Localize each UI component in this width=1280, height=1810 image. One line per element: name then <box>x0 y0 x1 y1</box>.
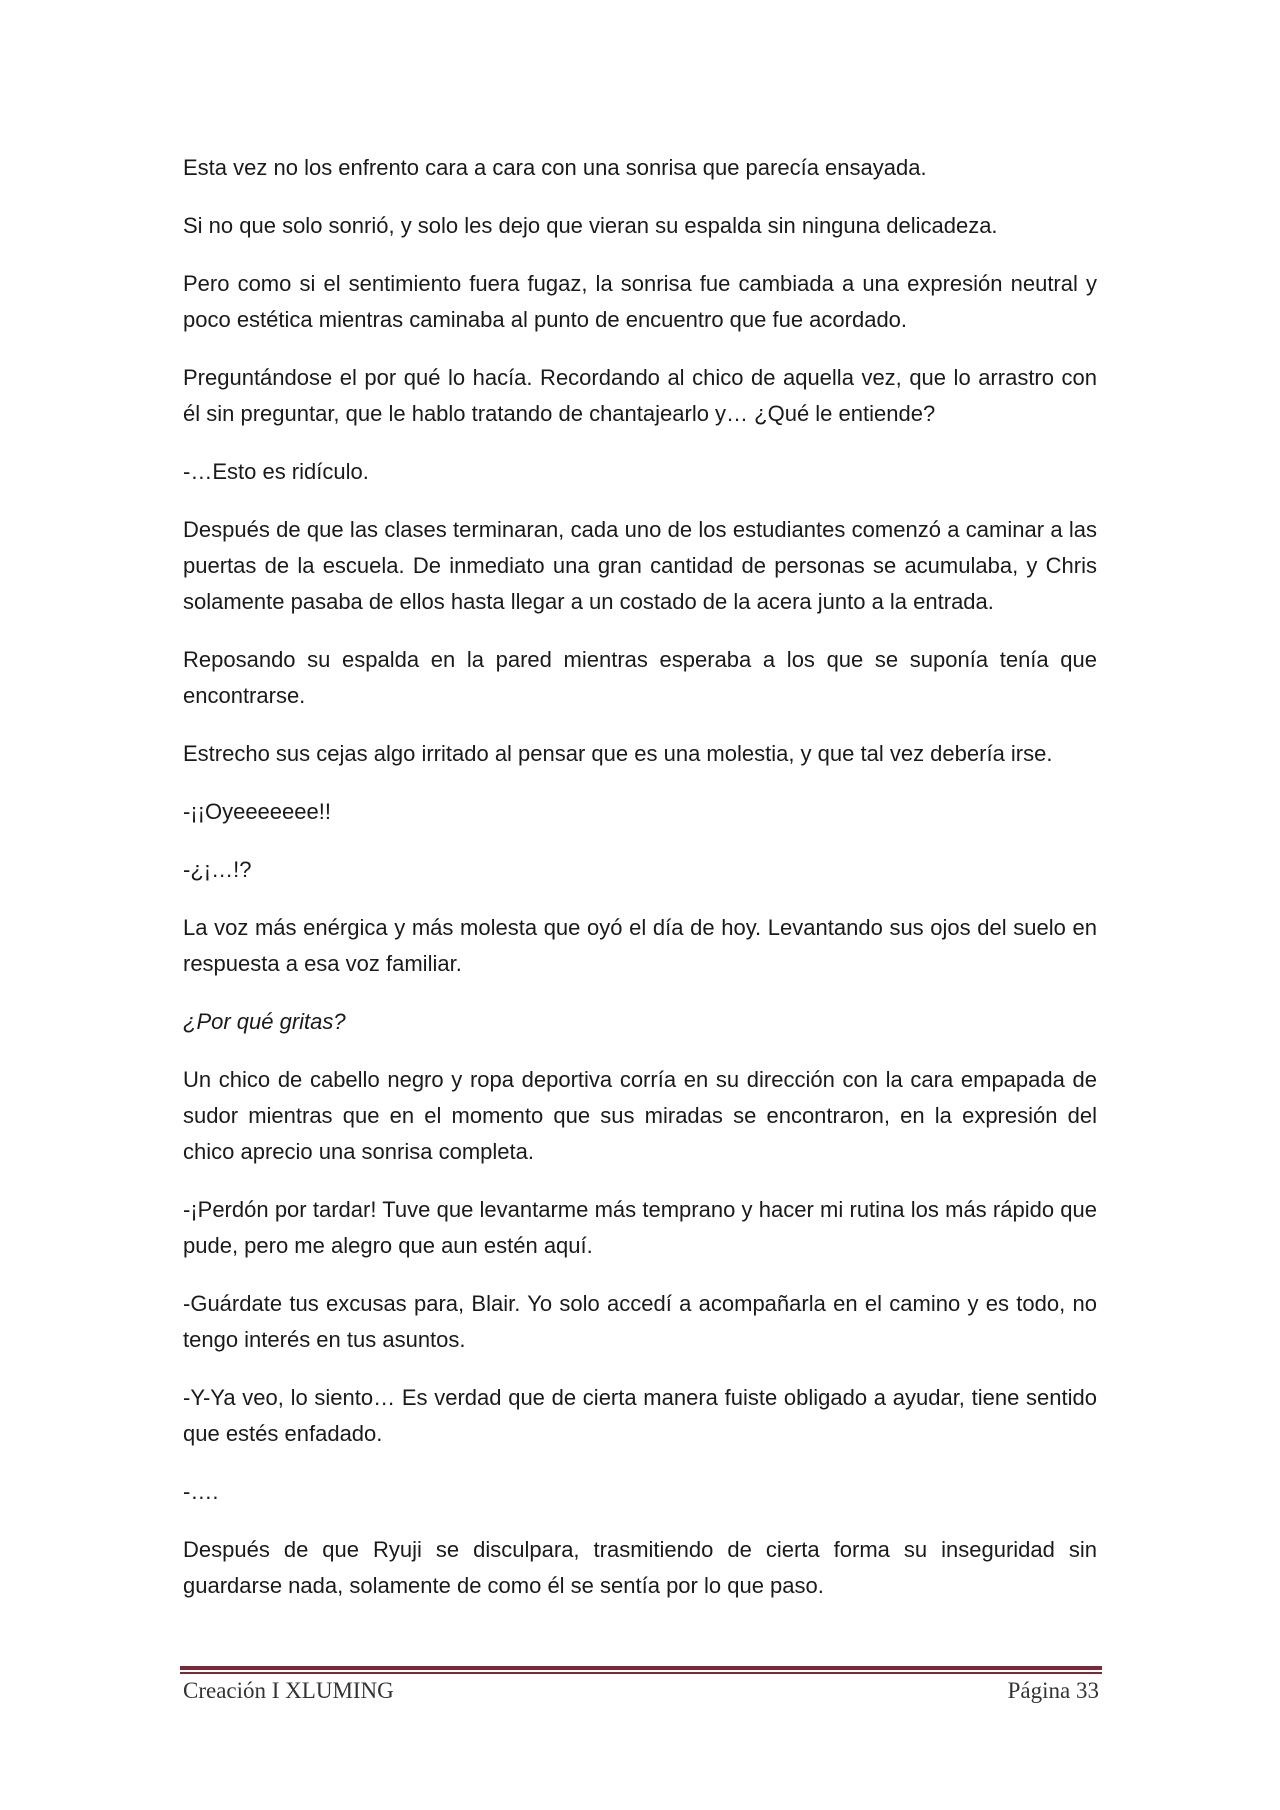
footer-rule <box>180 1666 1102 1674</box>
paragraph: Después de que las clases terminaran, cada uno de los estudiantes comenzó a caminar a las puertas de la escuela. De inmediato una gran cantidad de personas se acumulaba, y Chris solamente pasaba de ellos hasta llegar a un costado de la acera junto a la entrada. <box>183 517 1097 614</box>
paragraph: Reposando su espalda en la pared mientras esperaba a los que se suponía tenía que encontrarse. <box>183 647 1097 708</box>
paragraph: La voz más enérgica y más molesta que oyó el día de hoy. Levantando sus ojos del suelo en respuesta a esa voz familiar. <box>183 915 1097 976</box>
paragraph: Pero como si el sentimiento fuera fugaz, la sonrisa fue cambiada a una expresión neutral y poco estética mientras caminaba al punto de encuentro que fue acordado. <box>183 271 1097 332</box>
footer-author: Creación I XLUMING <box>183 1678 394 1703</box>
paragraph: -…. <box>183 1479 219 1504</box>
page-number: Página 33 <box>1007 1678 1099 1703</box>
footer-rule-thick <box>180 1666 1102 1670</box>
footer-rule-thin <box>180 1672 1102 1674</box>
paragraph: Esta vez no los enfrento cara a cara con una sonrisa que parecía ensayada. <box>183 155 927 180</box>
paragraph: Después de que Ryuji se disculpara, trasmitiendo de cierta forma su inseguridad sin guardarse nada, solamente de como él se sentía por lo que paso. <box>183 1537 1097 1598</box>
body-text <box>183 150 1097 1626</box>
paragraph: -…Esto es ridículo. <box>183 459 369 484</box>
paragraph: -¿¡…!? <box>183 857 252 882</box>
paragraph: ¿Por qué gritas? <box>183 1009 346 1034</box>
paragraph: -¡¡Oyeeeeeee!! <box>183 799 331 824</box>
paragraph: -¡Perdón por tardar! Tuve que levantarme más temprano y hacer mi rutina los más rápido que pude, pero me alegro que aun estén aquí. <box>183 1197 1097 1258</box>
paragraph: -Y-Ya veo, lo siento… Es verdad que de cierta manera fuiste obligado a ayudar, tiene sentido que estés enfadado. <box>183 1385 1097 1446</box>
paragraph: Un chico de cabello negro y ropa deportiva corría en su dirección con la cara empapada de sudor mientras que en el momento que sus miradas se encontraron, en la expresión del chico aprecio una sonrisa completa. <box>183 1067 1097 1164</box>
paragraph: Estrecho sus cejas algo irritado al pensar que es una molestia, y que tal vez debería irse. <box>183 741 1053 766</box>
paragraph: Preguntándose el por qué lo hacía. Recordando al chico de aquella vez, que lo arrastro con él sin preguntar, que le hablo tratando de chantajearlo y… ¿Qué le entiende? <box>183 365 1097 426</box>
paragraph: Si no que solo sonrió, y solo les dejo que vieran su espalda sin ninguna delicadeza. <box>183 213 998 238</box>
paragraph: -Guárdate tus excusas para, Blair. Yo solo accedí a acompañarla en el camino y es todo, no tengo interés en tus asuntos. <box>183 1291 1097 1352</box>
